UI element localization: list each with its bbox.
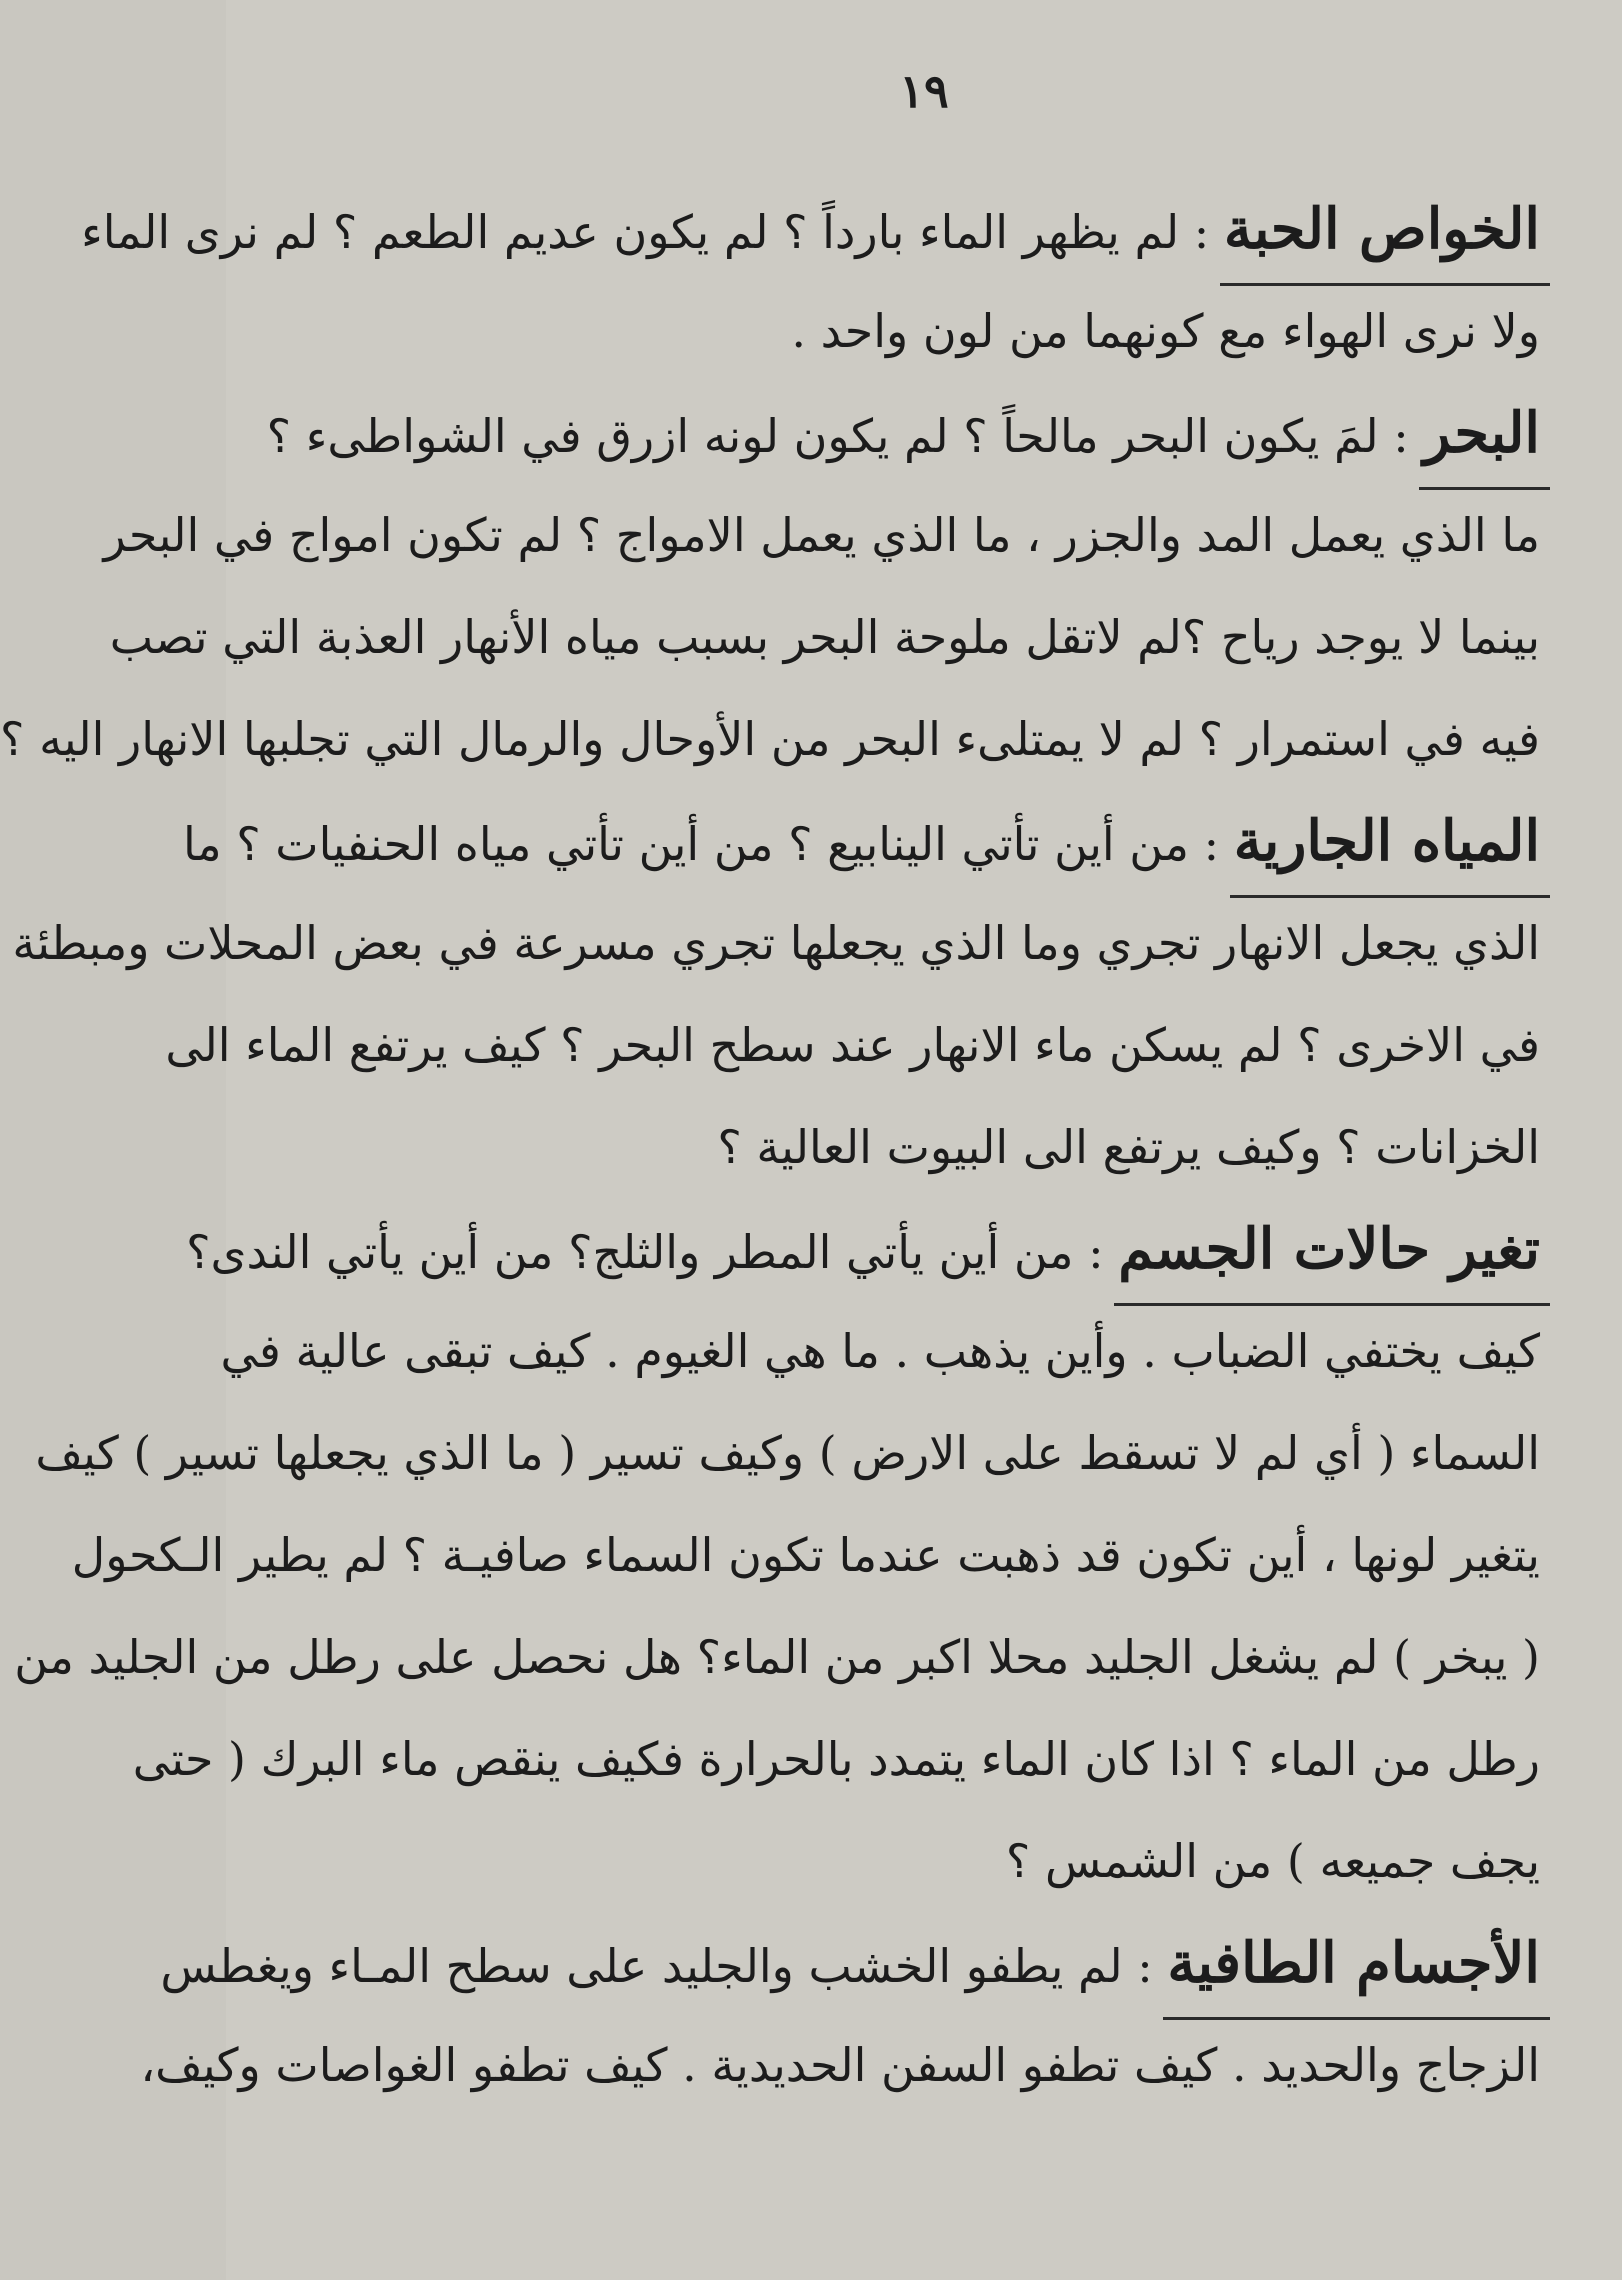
text-line: رطل من الماء ؟ اذا كان الماء يتمدد بالحرارة فكيف ينقص ماء البرك ( حتى bbox=[132, 1732, 1540, 1786]
section-first-line bbox=[160, 1912, 1540, 2014]
section-running-water bbox=[12, 790, 1540, 1198]
section-first-line bbox=[81, 178, 1540, 280]
section-floating-bodies bbox=[140, 1912, 1540, 2116]
section-states-of-matter bbox=[14, 1198, 1540, 1912]
section-heading: البحر bbox=[1423, 382, 1540, 484]
text-line: السماء ( أي لم لا تسقط على الارض ) وكيف تسير ( ما الذي يجعلها تسير ) كيف bbox=[35, 1426, 1540, 1480]
text-line: يتغير لونها ، أين تكون قد ذهبت عندما تكون السماء صافيـة ؟ لم يطير الـكحول bbox=[71, 1528, 1540, 1582]
section-text: من أين تأتي الينابيع ؟ من أين تأتي مياه الحنفيات ؟ ما bbox=[182, 817, 1189, 871]
section-heading: المياه الجارية bbox=[1234, 790, 1540, 892]
text-line: كيف يختفي الضباب . وأين يذهب . ما هي الغيوم . كيف تبقى عالية في bbox=[220, 1324, 1540, 1378]
text-line: الذي يجعل الانهار تجري وما الذي يجعلها تجري مسرعة في بعض المحلات ومبطئة bbox=[12, 916, 1540, 970]
section-heading: الأجسام الطافية bbox=[1167, 1912, 1540, 2014]
text-line: بينما لا يوجد رياح ؟لم لاتقل ملوحة البحر بسبب مياه الأنهار العذبة التي تصب bbox=[109, 610, 1540, 664]
heading-colon: : bbox=[1378, 409, 1424, 463]
section-first-line bbox=[266, 382, 1540, 484]
text-line: ( يبخر ) لم يشغل الجليد محلا اكبر من الماء؟ هل نحصل على رطل من الجليد من bbox=[14, 1630, 1540, 1684]
section-properties bbox=[81, 178, 1540, 382]
section-sea bbox=[0, 382, 1540, 790]
page-content bbox=[0, 178, 1540, 2116]
section-first-line bbox=[186, 1198, 1540, 1300]
text-line: ما الذي يعمل المد والجزر ، ما الذي يعمل الامواج ؟ لم تكون امواج في البحر bbox=[103, 508, 1540, 562]
section-text: لم يطفو الخشب والجليد على سطح المـاء ويغطس bbox=[160, 1939, 1123, 1993]
text-line: ولا نرى الهواء مع كونهما من لون واحد . bbox=[791, 304, 1540, 358]
section-text: لم يظهر الماء بارداً ؟ لم يكون عديم الطعم ؟ لم نرى الماء bbox=[81, 205, 1180, 259]
section-text: من أين يأتي المطر والثلج؟ من أين يأتي الندى؟ bbox=[186, 1225, 1074, 1279]
section-heading: تغير حالات الجسم bbox=[1118, 1198, 1540, 1300]
page-number: ١٩ bbox=[899, 64, 949, 118]
heading-colon: : bbox=[1179, 205, 1224, 259]
text-line: في الاخرى ؟ لم يسكن ماء الانهار عند سطح البحر ؟ كيف يرتفع الماء الى bbox=[165, 1018, 1540, 1072]
heading-colon: : bbox=[1073, 1225, 1119, 1279]
text-line: يجف جميعه ) من الشمس ؟ bbox=[1005, 1834, 1540, 1888]
text-line: الزجاج والحديد . كيف تطفو السفن الحديدية . كيف تطفو الغواصات وكيف، bbox=[140, 2038, 1540, 2092]
heading-colon: : bbox=[1188, 817, 1234, 871]
section-text: لمَ يكون البحر مالحاً ؟ لم يكون لونه ازرق في الشواطىء ؟ bbox=[266, 409, 1379, 463]
heading-colon: : bbox=[1122, 1939, 1168, 1993]
section-first-line bbox=[182, 790, 1540, 892]
text-line: الخزانات ؟ وكيف يرتفع الى البيوت العالية ؟ bbox=[717, 1120, 1540, 1174]
section-heading: الخواص الحبة bbox=[1224, 178, 1540, 280]
text-line: فيه في استمرار ؟ لم لا يمتلىء البحر من الأوحال والرمال التي تجلبها الانهار اليه ؟ bbox=[0, 712, 1540, 766]
